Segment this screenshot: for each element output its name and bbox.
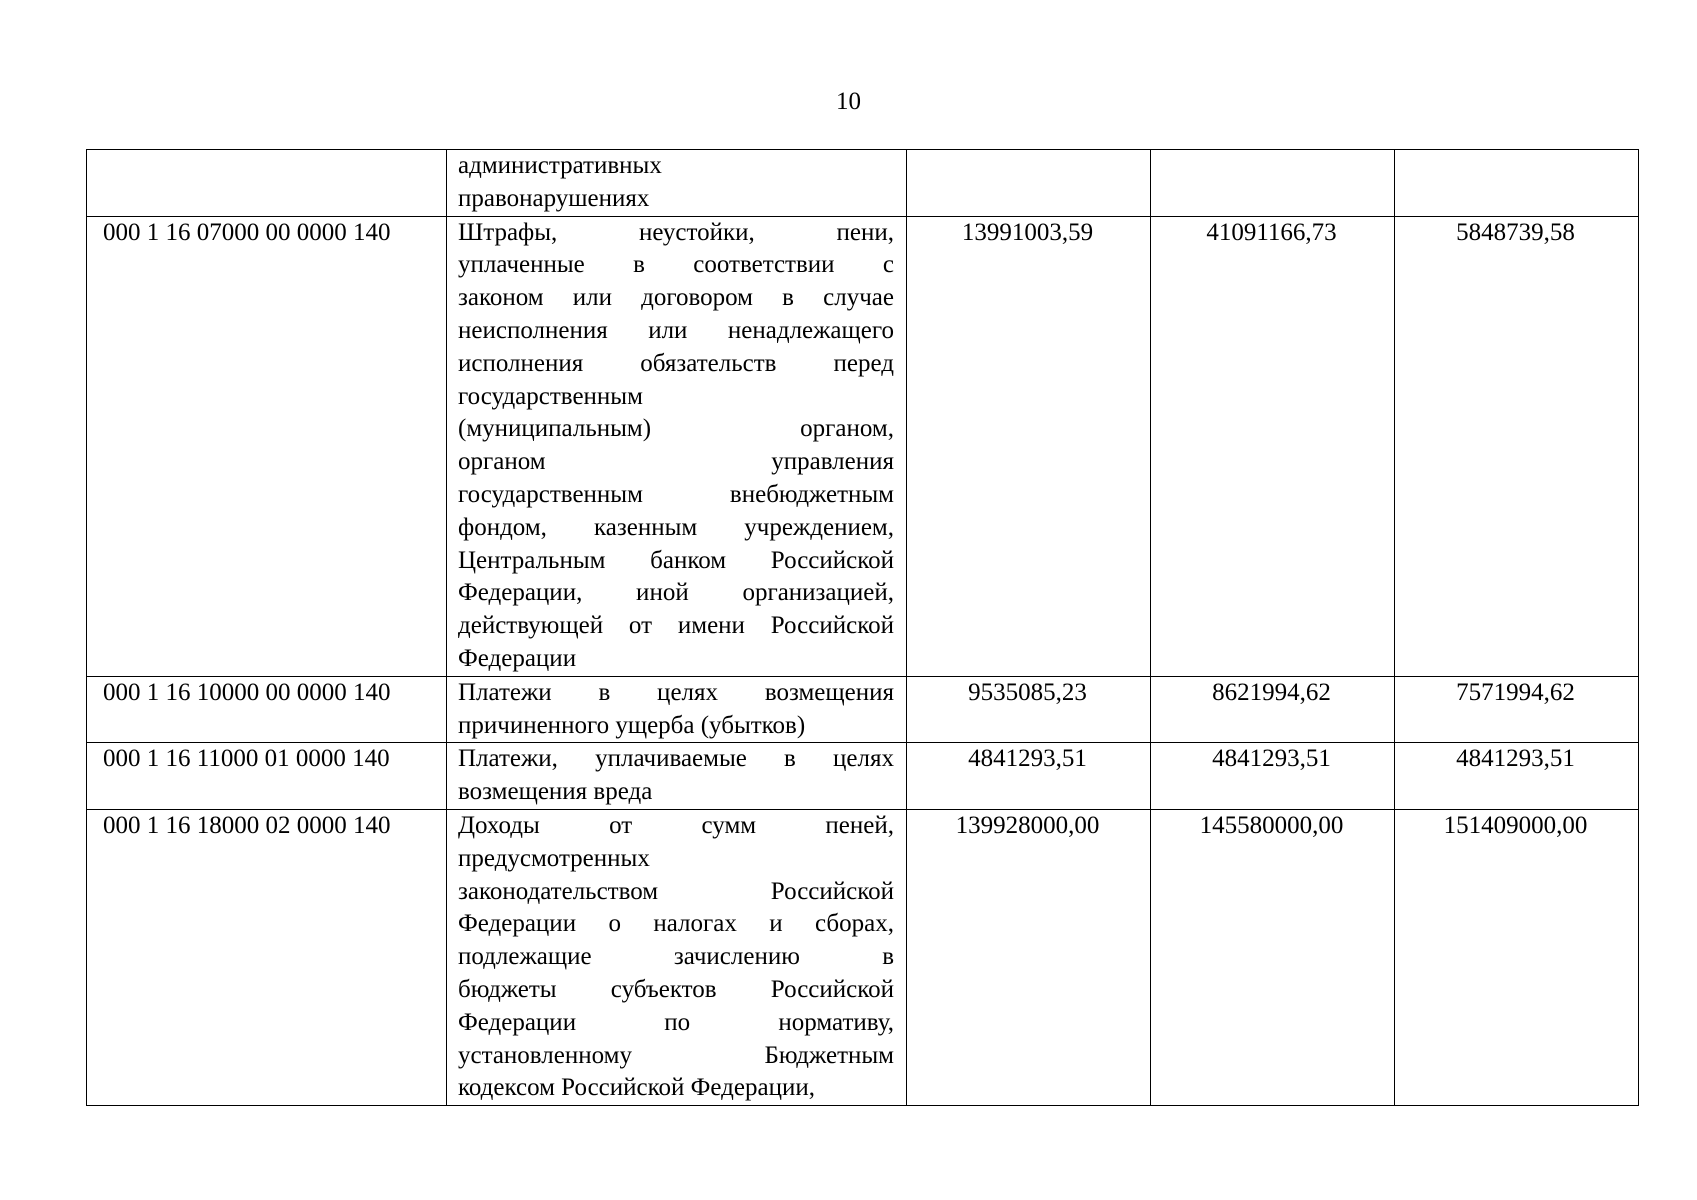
description-line: бюджеты субъектов Российской — [458, 975, 894, 1003]
description-line: правонарушениях — [458, 184, 650, 212]
description-cell — [447, 150, 907, 217]
description-cell — [447, 809, 907, 1105]
description-line: Центральным банком Российской — [458, 546, 894, 574]
table-row — [87, 150, 1639, 217]
description-line: государственным — [458, 382, 643, 410]
amount-year-1-cell — [907, 150, 1151, 217]
description-line: Федерации о налогах и сборах, — [458, 910, 894, 938]
amount-year-3-cell: 151409000,00 — [1395, 809, 1639, 1105]
amount-year-3-cell: 4841293,51 — [1395, 743, 1639, 810]
description-line: исполнения обязательств перед — [458, 349, 894, 377]
budget-code-cell: 000 1 16 11000 01 0000 140 — [87, 743, 447, 810]
amount-year-1-cell: 4841293,51 — [907, 743, 1151, 810]
revenue-table — [86, 149, 1639, 1106]
description-line: подлежащие зачислению в — [458, 943, 894, 971]
description-line: установленному Бюджетным — [458, 1041, 894, 1069]
amount-year-2-cell: 8621994,62 — [1151, 676, 1395, 743]
description-line: предусмотренных — [458, 844, 650, 872]
description-line: Федерации, иной организацией, — [458, 579, 894, 607]
table-row — [87, 809, 1639, 1105]
budget-code-cell: 000 1 16 07000 00 0000 140 — [87, 216, 447, 676]
table-row — [87, 743, 1639, 810]
amount-year-2-cell: 41091166,73 — [1151, 216, 1395, 676]
description-line: кодексом Российской Федерации, — [458, 1074, 815, 1102]
amount-year-3-cell: 5848739,58 — [1395, 216, 1639, 676]
description-line: причиненного ущерба (убытков) — [458, 711, 806, 739]
amount-year-3-cell — [1395, 150, 1639, 217]
description-line: государственным внебюджетным — [458, 480, 894, 508]
description-line: законом или договором в случае — [458, 284, 894, 312]
amount-year-1-cell: 9535085,23 — [907, 676, 1151, 743]
description-line: неисполнения или ненадлежащего — [458, 316, 894, 344]
description-line: административных — [458, 152, 662, 179]
description-line: Платежи, уплачиваемые в целях — [458, 745, 894, 773]
amount-year-1-cell: 139928000,00 — [907, 809, 1151, 1105]
description-cell — [447, 676, 907, 743]
budget-code-cell — [87, 150, 447, 217]
description-line: Доходы от сумм пеней, — [458, 811, 894, 839]
page-number: 10 — [836, 88, 861, 115]
table-row — [87, 216, 1639, 676]
description-line: уплаченные в соответствии с — [458, 251, 894, 279]
budget-code-cell: 000 1 16 18000 02 0000 140 — [87, 809, 447, 1105]
description-line: Платежи в целях возмещения — [458, 678, 894, 706]
description-line: (муниципальным) органом, — [458, 415, 894, 443]
description-line: Федерации по нормативу, — [458, 1008, 894, 1036]
amount-year-3-cell: 7571994,62 — [1395, 676, 1639, 743]
description-line: органом управления — [458, 448, 894, 476]
amount-year-2-cell: 4841293,51 — [1151, 743, 1395, 810]
amount-year-2-cell: 145580000,00 — [1151, 809, 1395, 1105]
description-line: законодательством Российской — [458, 877, 894, 905]
revenue-table-body — [87, 150, 1639, 1106]
description-cell — [447, 743, 907, 810]
table-row — [87, 676, 1639, 743]
description-cell — [447, 216, 907, 676]
amount-year-2-cell — [1151, 150, 1395, 217]
description-line: действующей от имени Российской — [458, 612, 894, 640]
description-line: Штрафы, неустойки, пени, — [458, 218, 894, 246]
description-line: возмещения вреда — [458, 778, 653, 806]
description-line: фондом, казенным учреждением, — [458, 513, 894, 541]
budget-code-cell: 000 1 16 10000 00 0000 140 — [87, 676, 447, 743]
amount-year-1-cell: 13991003,59 — [907, 216, 1151, 676]
description-line: Федерации — [458, 644, 577, 672]
